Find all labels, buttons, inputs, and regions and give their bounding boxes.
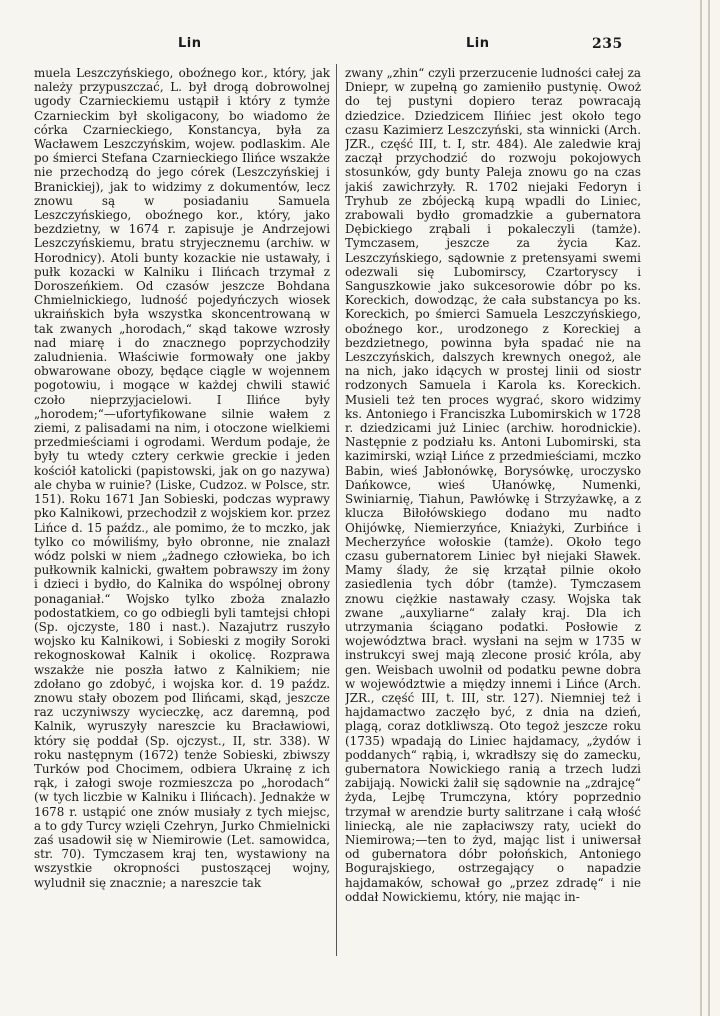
column-text: zwany „zhin“ czyli przerzucenie ludności całej za Dniepr, w zupełną go zamieniło pustynię. Owoż do tej pustyni dopiero teraz powracają dziedzice. Dziedzicem Ilińiec jest około tego czasu Kazimierz Leszczyński, sta winnicki (Arch. JZR., część III, t. I, str. 484). Ale zaledwie kraj zaczął przychodzić do rozwoju pokojowych stosunków, gdy bunty Paleja znowu go na czas jakiś zawichrzyły. R. 1702 niejaki Fedoryn i Tryhub ze zbójecką kupą wpadli do Liniec, zrabowali bydło gromadzkie a gubernatora Dębickiego zrąbali i pokaleczyli (tamże). Tymczasem, jeszcze za życia Kaz. Leszczyńskiego, sądownie z pretensyami swemi odezwali się Lubomirscy, Czartoryscy i Sanguszkowie jako sukcesorowie dóbr po ks. Koreckich, dowodząc, że cała substancya po ks. Koreckich, po śmierci Samuela Leszczyńskiego, oboźnego kor., urodzonego z Koreckiej a bezdzietnego, powinna była spadać nie na Leszczyńskich, dalszych krewnych onegoż, ale na nich, jako idących w prostej linii od siostr rodzonych Samuela i Karola ks. Koreckich. Musieli też ten proces wygrać, skoro widzimy ks. Antoniego i Franciszka Lubomirskich w 1728 r. dziedzicami już Liniec (archiw. horodnickie). Następnie z podziału ks. Antoni Lubomirski, sta kazimirski, wziął Lińce z przedmieściami, mczko Babin, wieś Jabłonówkę, Borysówkę, uroczysko Dańkowce, wieś Ułanówkę, Numenki, Swiniarnię, Tiahun, Pawłówkę i Strzyżawkę, a z klucza Biłołówskiego dodano mu nadto Ohijówkę, Niemierzyńce, Kniażyki, Zurbińce i Mecherzyńce wołoskie (tamże). Około tego czasu gubernatorem Liniec był niejaki Sławek. Mamy ślady, że się krzątał pilnie około zasiedlenia tych dóbr (tamże). Tymczasem znowu ciężkie nastawały czasy. Wojska tak zwane „auxyliarne“ zalały kraj. Dla ich utrzymania ściągano podatki. Posłowie z województwa bracł. wysłani na sejm w 1735 w instrukcyi swej mają zlecone prosić króla, aby gen. Weisbach uwolnił od podatku pewne dobra w województwie a między innemi i Lińce (Arch. JZR., część III, t. III, str. 127). Niemniej też i hajdamactwo zaczęło być, z dnia na dzień, plagą, coraz dotkliwszą. Oto tegoż jeszcze roku (1735) wpadają do Liniec hajdamacy, „żydów i poddanych“ rąbią, i, wkradłszy się do zamecku, gubernatora Nowickiego ranią a trzech ludzi zabijają. Nowicki żalił się sądownie na „zdrajcę“ żyda, Lejbę Trumczyna, który poprzednio trzymał w arendzie burty salitrzane i całą włość liniecką, ale nie zapłaciwszy raty, uciekł do Niemirowa;—ten to żyd, mając list i uniwersał od gubernatora dóbr połońskich, Antoniego Bogurajskiego, ostrzegający o napadzie hajdamaków, schował go „przez zdradę“ i nie oddał Nowickiemu, który, nie mając in- [345,66,641,904]
text-column-right [345,66,641,1012]
page-number: 235 [592,36,623,52]
page-header [0,0,720,60]
running-head-right: Lin [466,36,490,51]
column-text: muela Leszczyńskiego, oboźnego kor., który, jak należy przypuszczać, L. był drogą dobrowolnej ugody Czarnieckiemu ustąpił i który z tymże Czarnieckim był skoligacony, bo wiadomo że córka Czarnieckiego, Konstancya, była za Wacławem Leszczyńskim, wojew. podlaskim. Ale po śmierci Stefana Czarnieckiego Ilińce wszakże nie przechodzą do jego córek (Leszczyńskiej i Branickiej), jak to widzimy z dokumentów, lecz znowu są w posiadaniu Samuela Leszczyńskiego, oboźnego kor., który, jako bezdzietny, w 1674 r. zapisuje je Andrzejowi Leszczyńskiemu, bratu stryjecznemu (archiw. w Horodnicy). Atoli bunty kozackie nie ustawały, i pułk kozacki w Kalniku i Ilińcach trzymał z Doroszeńkiem. Od czasów jeszcze Bohdana Chmielnickiego, ludność pojedyńczych wiosek ukraińskich była wszystka skoncentrowaną w tak zwanych „horodach,“ skąd takowe wzrosły nad miarę i do znacznego poprzychodziły zaludnienia. Właściwie formowały one jakby obwarowane obozy, będące ciągle w wojennem pogotowiu, i mogące w każdej chwili stawić czoło nieprzyjacielowi. I Ilińce były „horodem;“—ufortyfikowane silnie wałem z ziemi, z palisadami na nim, i otoczone wielkiemi przedmieściami i ogrodami. Werdum podaje, że były tu wtedy cztery cerkwie greckie i jeden kościół katolicki (papistowski, jak on go nazywa) ale chyba w ruinie? (Liske, Cudzoz. w Polsce, str. 151). Roku 1671 Jan Sobieski, podczas wyprawy pko Kalnikowi, przechodził z wojskiem kor. przez Lińce d. 15 paźdz., ale pomimo, że to mczko, jak tylko co mówiliśmy, było obronne, nie znalazł wódz polski w niem „żadnego człowieka, bo ich pułkownik kalnicki, gwałtem pobrawszy im żony i dzieci i bydło, do Kalnika do wspólnej obrony ponaganiał.“ Wojsko tylko zboża znalazło podostatkiem, co go odbiegli byli tamtejsi chłopi (Sp. ojczyste, 180 i nast.). Nazajutrz ruszyło wojsko ku Kalnikowi, i Sobieski z mogiły Soroki rekognoskował Kalnik i okolicę. Rozprawa wszakże nie poszła łatwo z Kalnikiem; nie zdołano go zdobyć, i wojska kor. d. 19 paźdz. znowu stały obozem pod Ilińcami, skąd, jeszcze raz uczyniwszy wycieczkę, acz daremną, pod Kalnik, wyruszyły nareszcie ku Bracławiowi, który się poddał (Sp. ojczyst., II, str. 338). W roku następnym (1672) tenże Sobieski, zbiwszy Turków pod Chocimem, odbiera Ukrainę z ich rąk, i załogi swoje rozmieszcza po „horodach“ (w tych liczbie w Kalniku i Ilińcach). Jednakże w 1678 r. ustąpić one znów musiały z tych miejsc, a to gdy Turcy wzięli Czehryn, Jurko Chmielnicki zaś usadowił się w Niemirowie (Let. samowidca, str. 70). Tymczasem kraj ten, wystawiony na wszystkie okropności pustoszącej wojny, wyludnił się znacznie; a nareszcie tak [34,66,330,890]
column-divider [336,64,337,956]
running-head-left: Lin [178,36,202,51]
text-column-left [34,66,330,1012]
page-edge-shadow [708,0,710,1016]
page-edge-shadow [700,0,702,1016]
